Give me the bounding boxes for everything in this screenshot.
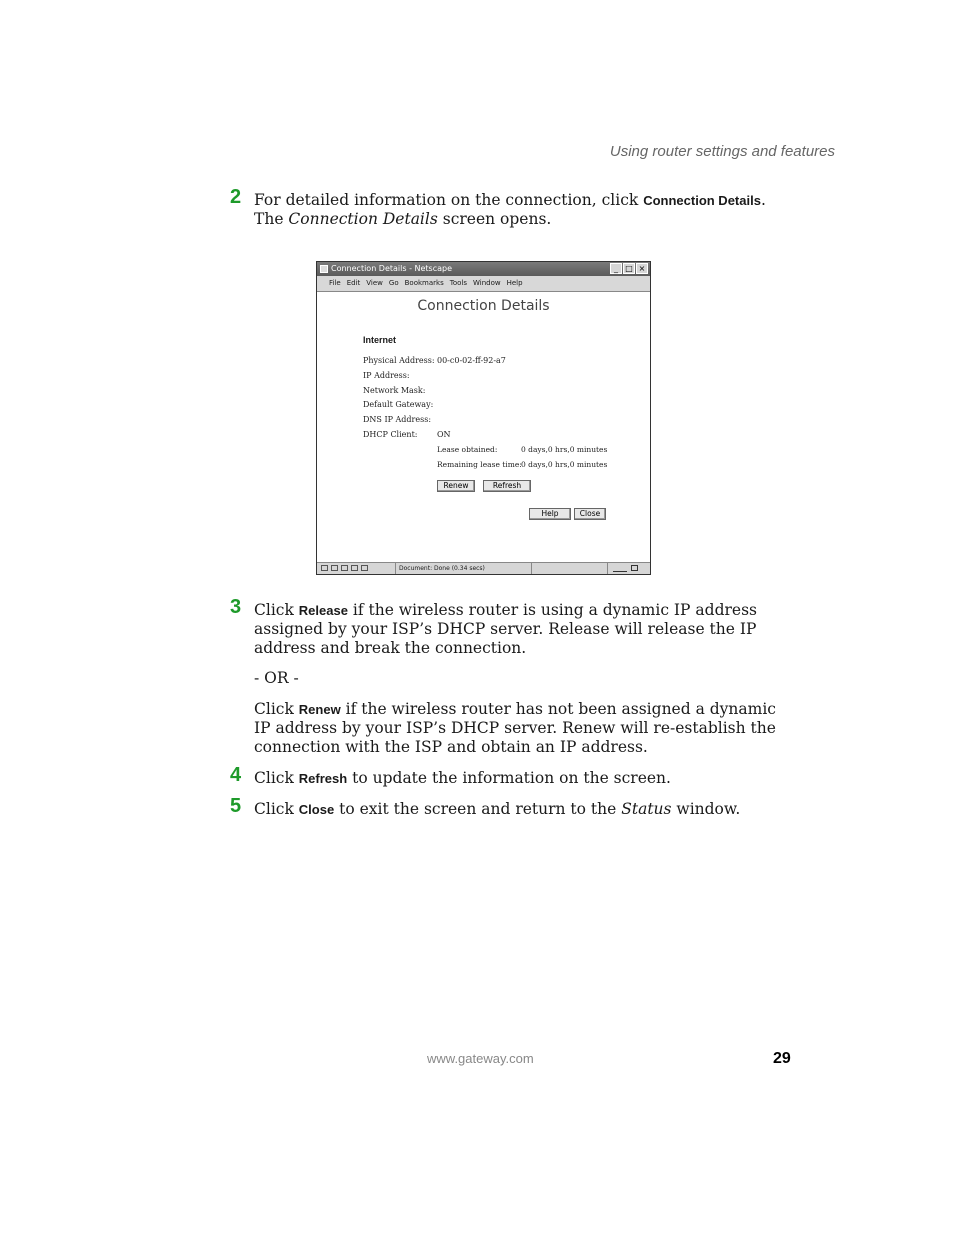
step-text: For detailed information on the connection, click bbox=[254, 191, 644, 209]
field-label: Default Gateway: bbox=[363, 400, 434, 409]
step-text: if the wireless router is using a dynamic IP address assigned by your ISP’s DHCP server. Release will release the IP address and break the connection. bbox=[254, 601, 757, 657]
step-number: 3 bbox=[230, 596, 242, 618]
page-number: 29 bbox=[773, 1050, 791, 1067]
status-divider bbox=[531, 563, 532, 574]
field-label: DNS IP Address: bbox=[363, 415, 432, 424]
field-label: Physical Address: bbox=[363, 356, 435, 365]
lease-value: 0 days,0 hrs,0 minutes bbox=[521, 445, 608, 454]
italic-term: Status bbox=[621, 800, 672, 818]
step-number: 5 bbox=[230, 795, 242, 817]
menu-bookmarks[interactable]: Bookmarks bbox=[404, 279, 444, 287]
step-5 bbox=[230, 795, 794, 819]
step-text: screen opens. bbox=[437, 210, 552, 228]
menu-file[interactable]: File bbox=[329, 279, 341, 287]
step-3 bbox=[230, 596, 794, 658]
menu-window[interactable]: Window bbox=[472, 279, 501, 287]
app-icon bbox=[320, 265, 328, 273]
step-text: to update the information on the screen. bbox=[347, 769, 671, 787]
lease-label: Remaining lease time: bbox=[437, 460, 522, 469]
lease-label: Lease obtained: bbox=[437, 445, 498, 454]
running-header: Using router settings and features bbox=[609, 143, 835, 160]
step-text: window. bbox=[671, 800, 741, 818]
field-value: ON bbox=[437, 430, 451, 439]
menu-bar bbox=[317, 276, 650, 292]
field-label: DHCP Client: bbox=[363, 430, 418, 439]
window-content bbox=[317, 292, 650, 559]
menu-view[interactable]: View bbox=[366, 279, 383, 287]
step-2 bbox=[230, 186, 794, 229]
minimize-icon[interactable]: _ bbox=[610, 263, 622, 274]
ui-term: Release bbox=[298, 603, 348, 618]
close-button[interactable]: Close bbox=[574, 508, 606, 520]
navigator-icon[interactable] bbox=[321, 565, 328, 571]
connection-details-window bbox=[316, 261, 651, 575]
step-number: 2 bbox=[230, 186, 242, 208]
para-text: if the wireless router has not been assigned a dynamic IP address by your ISP’s DHCP server. Renew will re-establish the connection with the ISP and obtain an IP address. bbox=[254, 700, 776, 756]
step-text: Click bbox=[254, 601, 299, 619]
chat-icon[interactable] bbox=[361, 565, 368, 571]
menu-edit[interactable]: Edit bbox=[346, 279, 361, 287]
help-button[interactable]: Help bbox=[529, 508, 571, 520]
status-bar bbox=[317, 562, 650, 574]
page-title: Connection Details bbox=[417, 298, 550, 314]
status-divider bbox=[607, 563, 608, 574]
menu-go[interactable]: Go bbox=[388, 279, 399, 287]
refresh-button[interactable]: Refresh bbox=[483, 480, 531, 492]
footer-url: www.gateway.com bbox=[427, 1051, 534, 1066]
field-value: 00-c0-02-ff-92-a7 bbox=[437, 356, 506, 365]
ui-term: Close bbox=[298, 802, 335, 817]
mail-icon[interactable] bbox=[331, 565, 338, 571]
composer-icon[interactable] bbox=[341, 565, 348, 571]
lease-value: 0 days,0 hrs,0 minutes bbox=[521, 460, 608, 469]
step-text: to exit the screen and return to the bbox=[334, 800, 622, 818]
section-heading: Internet bbox=[363, 335, 397, 345]
status-text: Document: Done (0.34 secs) bbox=[395, 563, 485, 574]
menu-tools[interactable]: Tools bbox=[449, 279, 467, 287]
connection-icon bbox=[613, 566, 627, 572]
step-4 bbox=[230, 764, 794, 788]
step-text: . The bbox=[254, 191, 766, 228]
renew-button[interactable]: Renew bbox=[437, 480, 475, 492]
step-text: Click bbox=[254, 769, 299, 787]
or-separator: - OR - bbox=[254, 669, 299, 687]
ui-term: Connection Details bbox=[643, 193, 761, 208]
window-titlebar bbox=[317, 262, 650, 276]
ui-term: Renew bbox=[298, 702, 341, 717]
close-icon[interactable]: × bbox=[636, 263, 648, 274]
para-text: Click bbox=[254, 700, 299, 718]
security-lock-icon[interactable] bbox=[631, 565, 638, 571]
field-label: Network Mask: bbox=[363, 386, 426, 395]
menu-help[interactable]: Help bbox=[506, 279, 523, 287]
step-number: 4 bbox=[230, 764, 242, 786]
italic-term: Connection Details bbox=[288, 210, 438, 228]
step-text: Click bbox=[254, 800, 299, 818]
address-book-icon[interactable] bbox=[351, 565, 358, 571]
renew-paragraph bbox=[254, 700, 794, 757]
maximize-icon[interactable]: □ bbox=[623, 263, 635, 274]
window-title: Connection Details - Netscape bbox=[331, 264, 453, 273]
ui-term: Refresh bbox=[298, 771, 348, 786]
field-label: IP Address: bbox=[363, 371, 410, 380]
